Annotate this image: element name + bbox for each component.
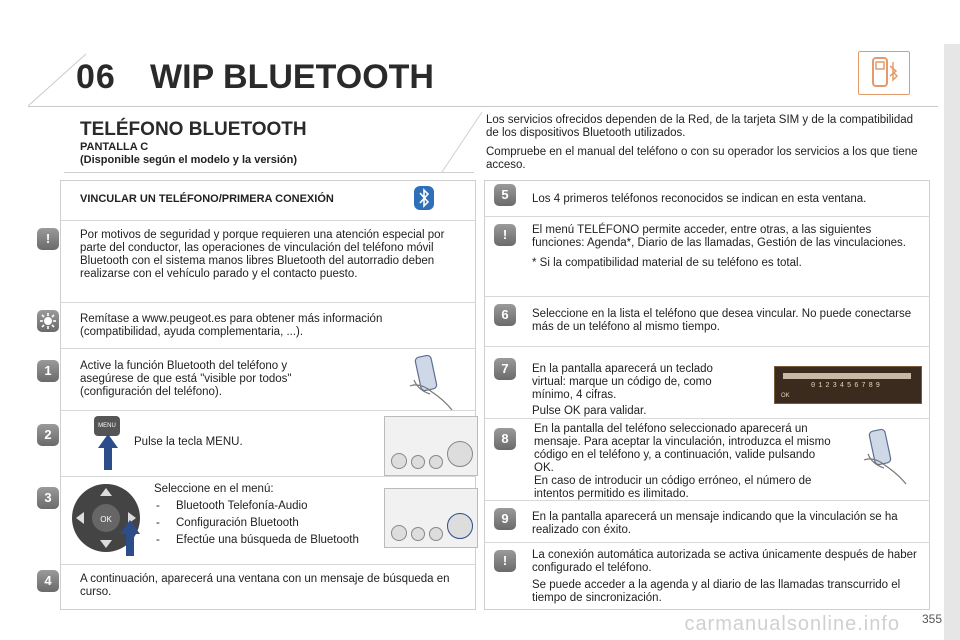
menu-path-item: - Efectúe una búsqueda de Bluetooth (154, 534, 379, 547)
divider (484, 216, 930, 217)
step-number-7: 7 (494, 358, 516, 380)
step-5-text: Los 4 primeros teléfonos reconocidos se indican en esta ventana. (532, 193, 867, 205)
step-6-text: Seleccione en la lista el teléfono que desea vincular. No puede conectarse más de un teléfono al mismo tiempo. (532, 308, 912, 333)
bluetooth-phone-icon (858, 51, 910, 95)
page-edge-bar (944, 44, 960, 640)
step-number-5: 5 (494, 184, 516, 206)
divider (484, 418, 930, 419)
menu-path-item: - Bluetooth Telefonía-Audio (154, 500, 379, 513)
radio-knob (447, 513, 473, 539)
radio-unit-illustration (384, 488, 478, 548)
watermark: carmanualsonline.info (684, 613, 900, 635)
warning-icon: ! (37, 228, 59, 250)
step-9-text: En la pantalla aparecerá un mensaje indicando que la vinculación se ha realizado con éxito. (532, 511, 898, 536)
section-divider-diagonal (440, 110, 484, 174)
tip-icon (37, 310, 59, 332)
divider (60, 410, 476, 411)
chapter-number: 06 (76, 58, 116, 96)
section-underline (64, 172, 474, 173)
radio-knob (391, 525, 407, 541)
step-2-text: Pulse la tecla MENU. (134, 436, 243, 448)
section-subtitle: PANTALLA C (80, 141, 149, 153)
page-number: 355 (921, 612, 942, 626)
divider (60, 302, 476, 303)
step-number-3: 3 (37, 487, 59, 509)
intro-text (486, 114, 926, 178)
menu-path-item: - Configuración Bluetooth (154, 517, 379, 530)
step-7-text-2: Pulse OK para validar. (532, 405, 647, 417)
auto-connect-note-2: Se puede acceder a la agenda y al diario de las llamadas transcurrido el tiempo de sincronización. (532, 579, 901, 604)
step-3-text (154, 483, 379, 551)
phone-menu-note-1: El menú TELÉFONO permite acceder, entre otras, a las siguientes funciones: Agenda*, Diario de las llamadas, Gestión de las vinculaciones. (532, 224, 906, 249)
step-number-6: 6 (494, 304, 516, 326)
step-8-text-1: En la pantalla del teléfono seleccionado aparecerá un mensaje. Para aceptar la vinculación, introduzca el mismo código en el teléfono y, a continuación, valide pulsando OK. (534, 423, 831, 474)
virtual-keypad-screen (774, 366, 922, 404)
intro-paragraph-1: Los servicios ofrecidos dependen de la Red, de la tarjeta SIM y de la compatibilidad de los dispositivos Bluetooth utilizados. (486, 114, 914, 139)
hand-phone-illustration (400, 350, 460, 412)
radio-knob (429, 527, 443, 541)
pairing-heading: VINCULAR UN TELÉFONO/PRIMERA CONEXIÓN (80, 193, 334, 205)
radio-knob (411, 527, 425, 541)
divider (60, 348, 476, 349)
divider (60, 564, 476, 565)
step-number-4: 4 (37, 570, 59, 592)
ok-key-label: OK (100, 515, 112, 524)
safety-warning: Por motivos de seguridad y porque requieren una atención especial por parte del conductor, las operaciones de vinculación del teléfono móvil Bluetooth con el sistema manos libres Bluetooth del autorradio deben realizarse con el vehículo parado y el contacto puesto. (80, 229, 445, 280)
auto-connect-note (532, 549, 917, 605)
step-1-text: Active la función Bluetooth del teléfono y asegúrese de que está "visible por todos" (configuración del teléfono). (80, 360, 292, 398)
step-number-2: 2 (37, 424, 59, 446)
intro-paragraph-2: Compruebe en el manual del teléfono o con su operador los servicios a los que tiene acceso. (486, 146, 918, 171)
step-7-text (532, 363, 742, 418)
section-title: TELÉFONO BLUETOOTH (80, 119, 307, 140)
warning-icon: ! (494, 224, 516, 246)
divider (484, 296, 930, 297)
warning-icon: ! (494, 550, 516, 572)
step-number-1: 1 (37, 360, 59, 382)
step-8-text (534, 423, 834, 501)
divider (484, 346, 930, 347)
step-8-text-2: En caso de introducir un código erróneo, el número de intentos permitido es ilimitado. (534, 475, 812, 500)
step-number-8: 8 (494, 428, 516, 450)
menu-path-list (154, 500, 379, 547)
keypad-digits: 0123456789 (811, 382, 884, 390)
phone-menu-note-2: * Si la compatibilidad material de su teléfono es total. (532, 257, 802, 269)
section-note: (Disponible según el modelo y la versión) (80, 154, 297, 166)
radio-knob (391, 453, 407, 469)
auto-connect-note-1: La conexión automática autorizada se activa únicamente después de haber configurado el teléfono. (532, 549, 917, 574)
radio-knob (429, 455, 443, 469)
divider (60, 476, 476, 477)
header-divider (28, 106, 938, 107)
code-entry-bar (783, 373, 911, 379)
divider (484, 542, 930, 543)
step-4-text: A continuación, aparecerá una ventana con un mensaje de búsqueda en curso. (80, 573, 450, 598)
step-number-9: 9 (494, 508, 516, 530)
arrow-up-icon (98, 434, 118, 470)
hand-phone-illustration (854, 426, 914, 488)
keypad-ok-label: OK (781, 393, 790, 399)
arrow-up-icon (120, 520, 140, 556)
step-7-text-1: En la pantalla aparecerá un teclado virtual: marque un código de, como mínimo, 4 cifras. (532, 363, 713, 401)
menu-key-icon: MENU (94, 416, 120, 436)
info-tip: Remítase a www.peugeot.es para obtener más información (compatibilidad, ayuda complementaria, ...). (80, 313, 383, 338)
radio-knob (411, 455, 425, 469)
phone-menu-note (532, 224, 917, 270)
bluetooth-icon (414, 186, 434, 210)
radio-knob (447, 441, 473, 467)
divider (60, 220, 476, 221)
divider (484, 500, 930, 501)
page-title: WIP BLUETOOTH (150, 58, 434, 96)
radio-unit-illustration (384, 416, 478, 476)
step-3-intro: Seleccione en el menú: (154, 483, 274, 495)
